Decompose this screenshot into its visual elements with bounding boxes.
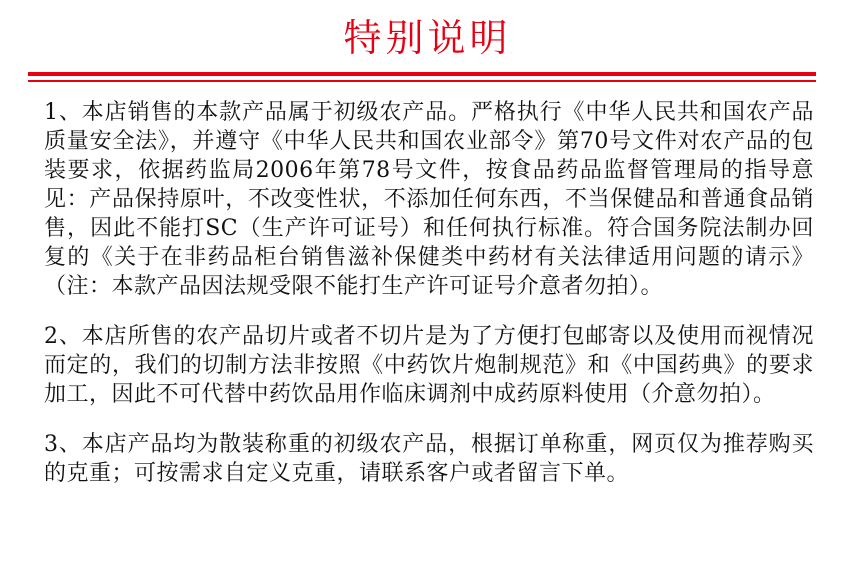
notice-paragraph-2: 2、本店所售的农产品切片或者不切片是为了方便打包邮寄以及使用而视情况而定的，我们的切制方法非按照《中药饮片炮制规范》和《中国药典》的要求加工，因此不可代替中药饮品用作临床调剂中成药原料使用（介意勿拍）。 <box>44 324 814 407</box>
title-divider-thick <box>28 72 816 76</box>
notice-body <box>44 98 814 488</box>
page-title: 特别说明 <box>343 16 512 60</box>
notice-paragraph-3: 3、本店产品均为散装称重的初级农产品，根据订单称重，网页仅为推荐购买的克重；可按需求自定义克重，请联系客户或者留言下单。 <box>44 432 814 486</box>
title-divider-thin <box>28 80 816 82</box>
notice-paragraph-1: 1、本店销售的本款产品属于初级农产品。严格执行《中华人民共和国农产品质量安全法》，并遵守《中华人民共和国农业部令》第70号文件对农产品的包装要求，依据药监局2006年第78号文件，按食品药品监督管理局的指导意见：产品保持原叶，不改变性状，不添加任何东西，不当保健品和普通食品销售，因此不能打SC（生产许可证号）和任何执行标准。符合国务院法制办回复的《关于在非药品柜台销售滋补保健类中药材有关法律适用问题的请示》（注：本款产品因法规受限不能打生产许可证号介意者勿拍）。 <box>44 100 814 299</box>
